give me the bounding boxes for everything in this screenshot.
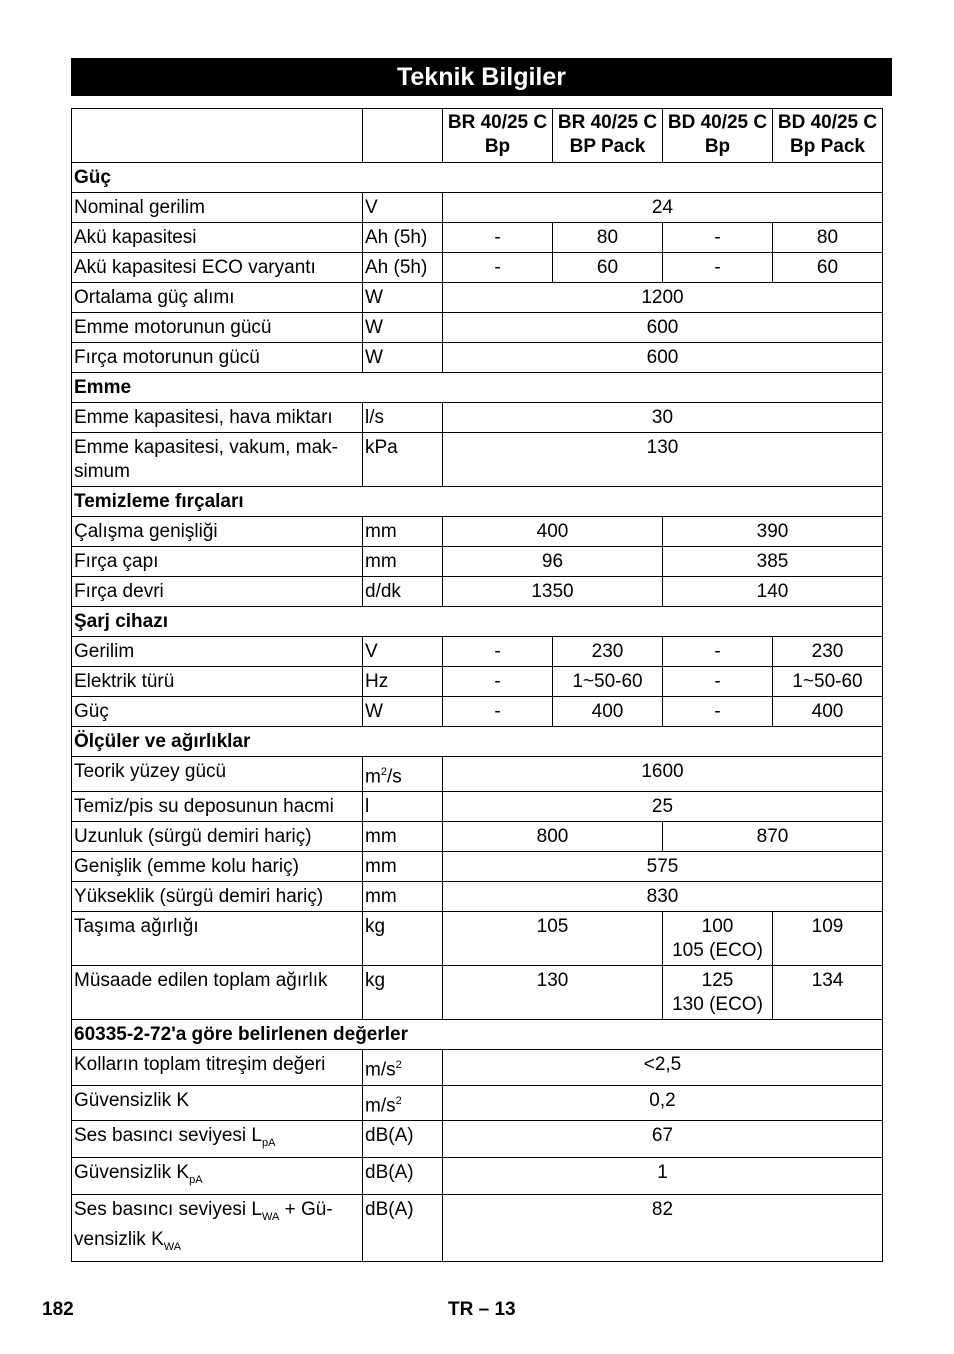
table-row: Uzunluk (sürgü demiri hariç) mm 800 870	[72, 822, 883, 852]
model-header: BD 40/25 C Bp Pack	[773, 109, 883, 163]
header-row	[72, 109, 883, 163]
table-row: Fırça çapı mm 96 385	[72, 547, 883, 577]
table-row: Elektrik türü Hz - 1~50-60 - 1~50-60	[72, 667, 883, 697]
section-row: Ölçüler ve ağırlıklar	[72, 727, 883, 757]
table-row: Temiz/pis su deposunun hacmi l 25	[72, 792, 883, 822]
page-title: Teknik Bilgiler	[71, 58, 892, 96]
table-row: Ses basıncı seviyesi $L_{WA}$ + Gü- vensizlik $K_{WA}$ dB(A) 82	[72, 1194, 883, 1262]
section-row: Emme	[72, 373, 883, 403]
table-row: Müsaade edilen toplam ağırlık kg 130 125 130 (ECO) 134	[72, 966, 883, 1020]
table-row: Fırça devri d/dk 1350 140	[72, 577, 883, 607]
table-row: Yükseklik (sürgü demiri hariç) mm 830	[72, 882, 883, 912]
table-row: Nominal gerilim V 24	[72, 193, 883, 223]
table-row: Akü kapasitesi ECO varyantı Ah (5h) - 60 - 60	[72, 253, 883, 283]
table-row: Çalışma genişliği mm 400 390	[72, 517, 883, 547]
table-row: Gerilim V - 230 - 230	[72, 637, 883, 667]
table-row: Kolların toplam titreşim değeri $m/s^2$ <2,5	[72, 1050, 883, 1085]
section-row: 60335-2-72'a göre belirlenen değerler	[72, 1020, 883, 1050]
table-row: Emme motorunun gücü W 600	[72, 313, 883, 343]
table-row: Emme kapasitesi, vakum, mak- simum kPa 130	[72, 433, 883, 487]
section-row: Temizleme fırçaları	[72, 487, 883, 517]
table-row: Ortalama güç alımı W 1200	[72, 283, 883, 313]
model-header: BR 40/25 C Bp	[443, 109, 553, 163]
table-row: Emme kapasitesi, hava miktarı l/s 30	[72, 403, 883, 433]
table-row: Güç W - 400 - 400	[72, 697, 883, 727]
page-number: 182	[42, 1299, 74, 1320]
section-label: TR – 13	[448, 1299, 516, 1320]
model-header: BR 40/25 C BP Pack	[553, 109, 663, 163]
model-header: BD 40/25 C Bp	[663, 109, 773, 163]
table-row: Güvensizlik K $m/s^2$ 0,2	[72, 1085, 883, 1120]
spec-table	[71, 108, 883, 1262]
table-row: Teorik yüzey gücü $m^2/s$ 1600	[72, 757, 883, 792]
table-row: Fırça motorunun gücü W 600	[72, 343, 883, 373]
table-row: Taşıma ağırlığı kg 105 100 105 (ECO) 109	[72, 912, 883, 966]
table-row: Akü kapasitesi Ah (5h) - 80 - 80	[72, 223, 883, 253]
section-row: Güç	[72, 163, 883, 193]
table-row: Güvensizlik $K_{pA}$ dB(A) 1	[72, 1157, 883, 1194]
section-row: Şarj cihazı	[72, 607, 883, 637]
table-row: Genişlik (emme kolu hariç) mm 575	[72, 852, 883, 882]
table-row: Ses basıncı seviyesi $L_{pA}$ dB(A) 67	[72, 1120, 883, 1157]
